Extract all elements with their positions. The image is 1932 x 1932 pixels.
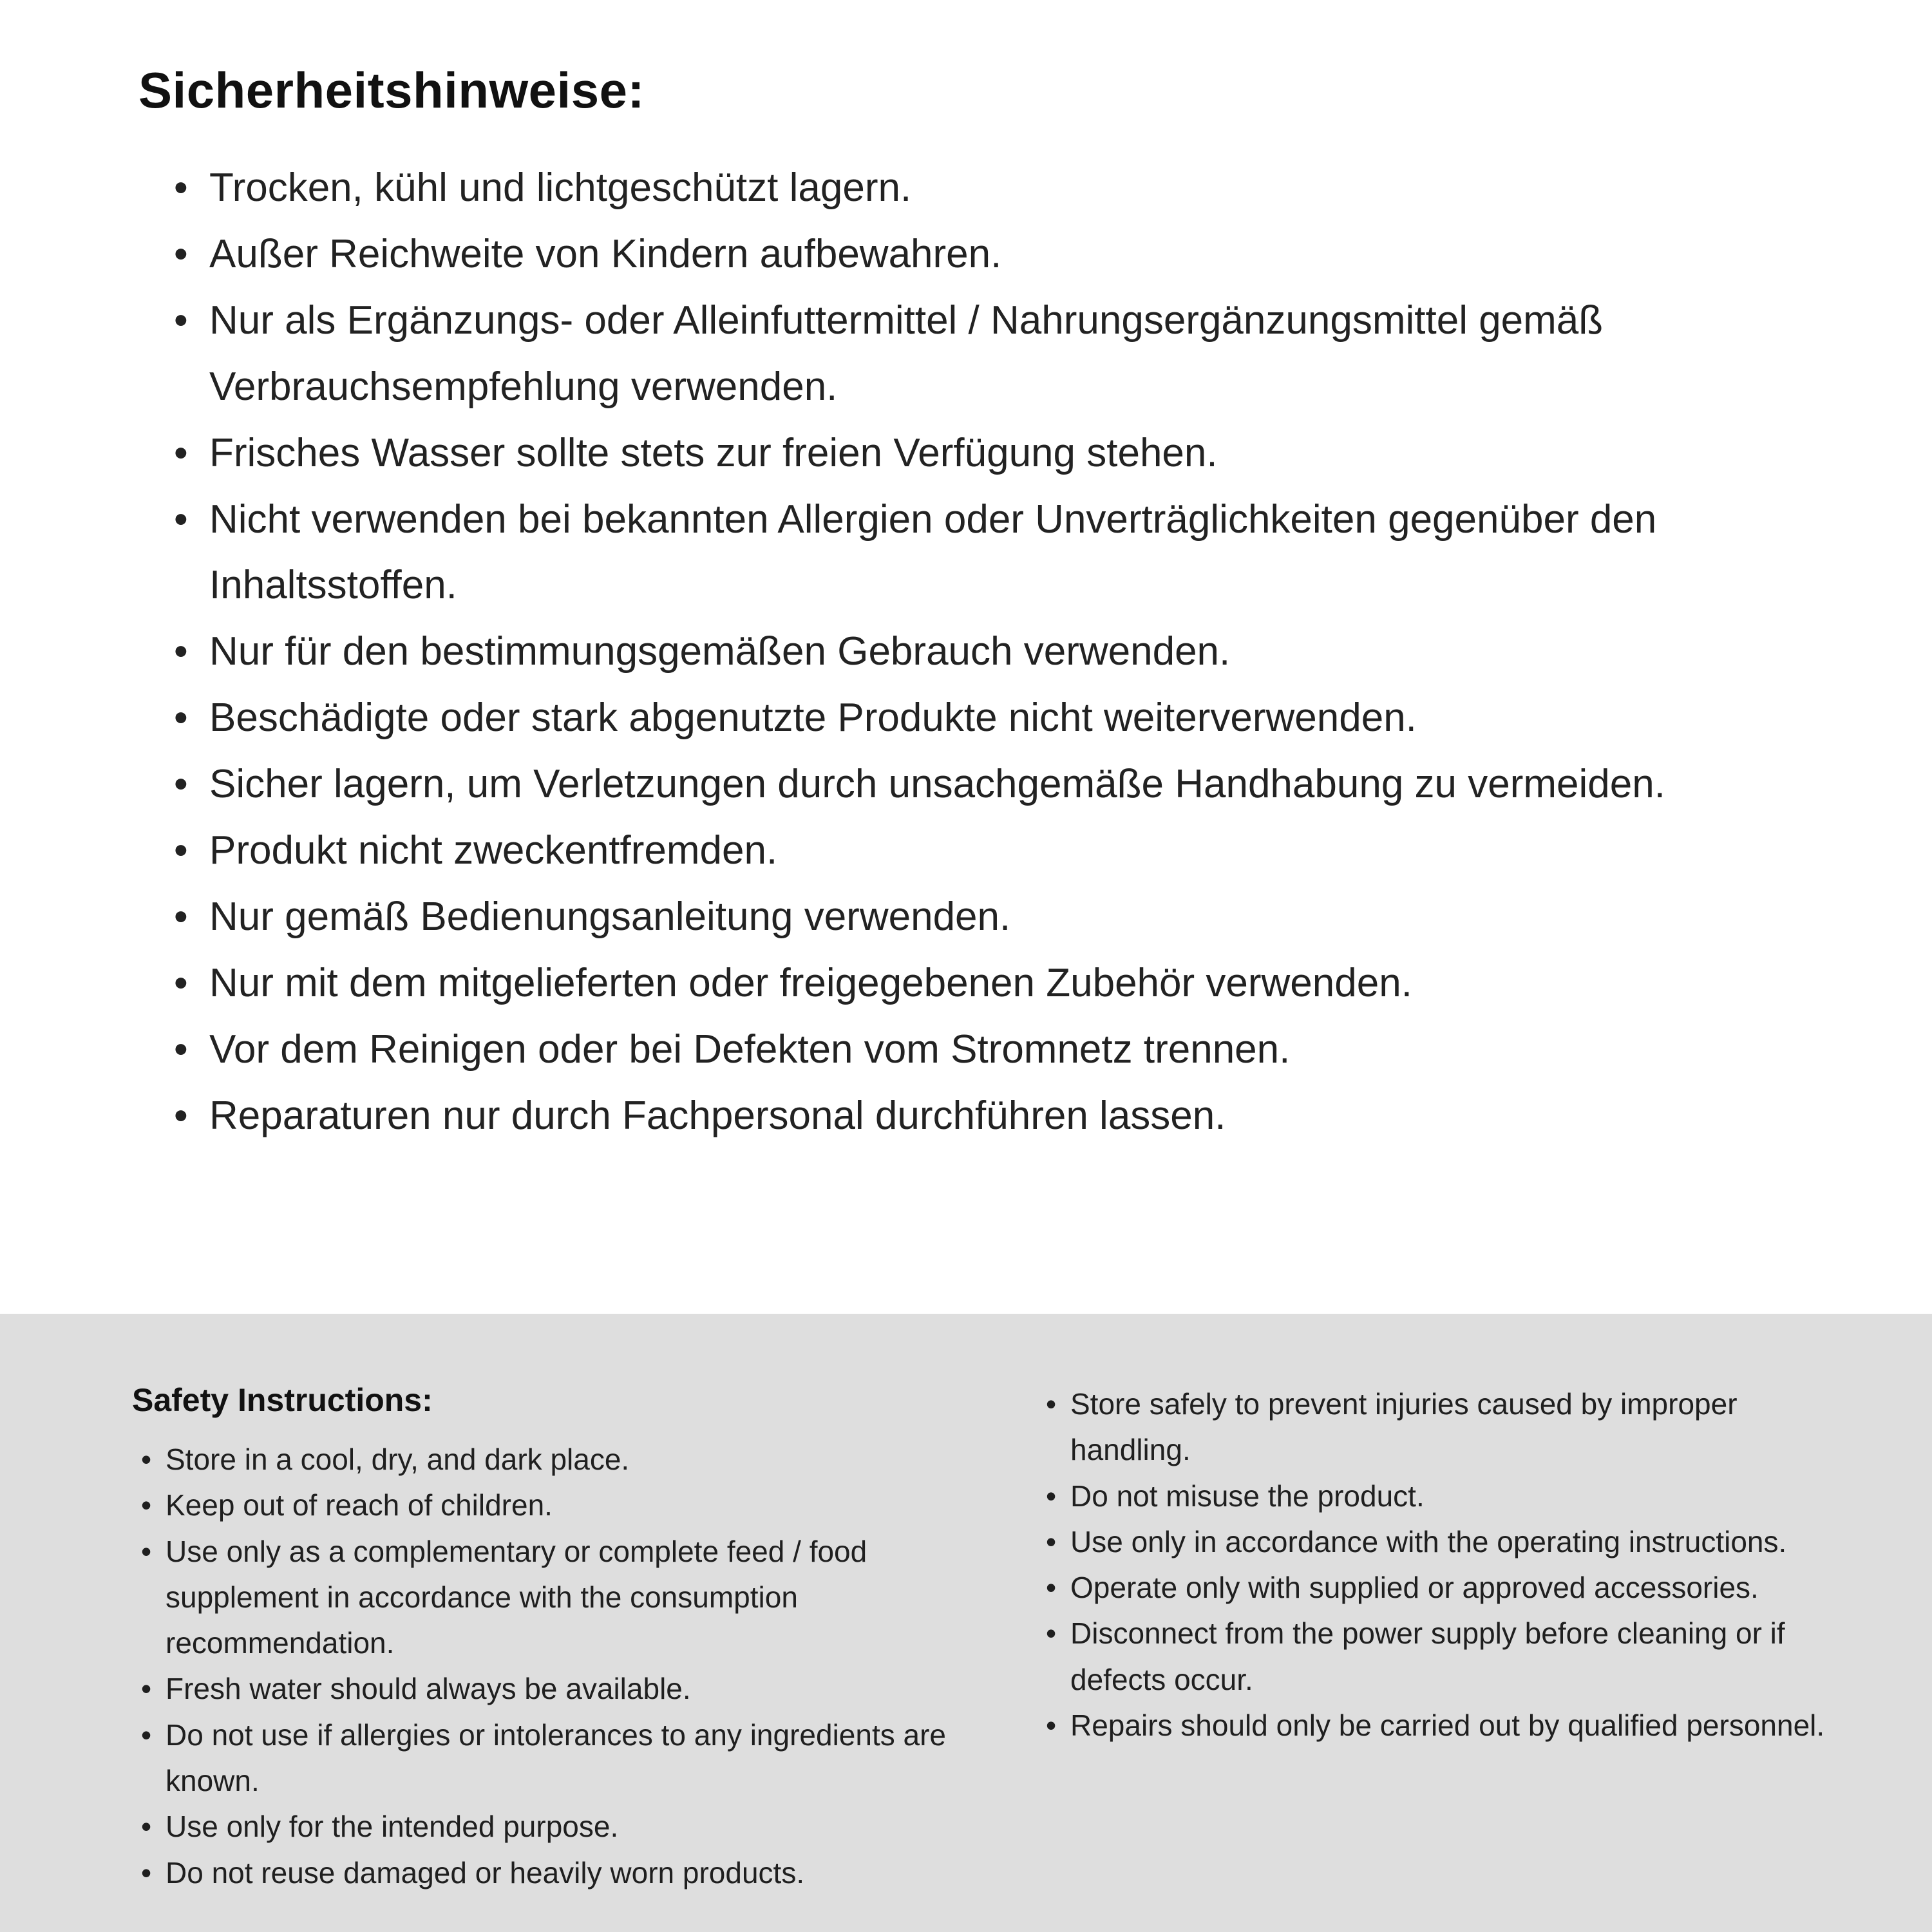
list-item: • Nur als Ergänzungs- oder Alleinfuttermittel / Nahrungsergänzungsmittel gemäß Verbrauchsempfehlung verwenden. (138, 288, 1787, 421)
german-section-title: Sicherheitshinweise: (138, 62, 645, 118)
list-item: • Use only for the intended purpose. (132, 1804, 998, 1850)
english-left-column (132, 1381, 998, 1896)
list-item: • Sicher lagern, um Verletzungen durch unsachgemäße Handhabung zu vermeiden. (138, 752, 1787, 818)
english-section-title: Safety Instructions: (132, 1382, 433, 1418)
list-item: • Vor dem Reinigen oder bei Defekten vom Stromnetz trennen. (138, 1017, 1787, 1083)
list-item: • Nur mit dem mitgelieferten oder freigegebenen Zubehör verwenden. (138, 951, 1787, 1017)
list-item: • Reparaturen nur durch Fachpersonal durchführen lassen. (138, 1083, 1787, 1150)
german-safety-list (138, 155, 1787, 1150)
list-item: • Use only as a complementary or complete feed / food supplement in accordance with the consumption recommendation. (132, 1529, 998, 1667)
safety-instructions-english-section (0, 1314, 1932, 1932)
english-safety-list-left (132, 1437, 998, 1896)
list-item: • Disconnect from the power supply before cleaning or if defects occur. (1037, 1611, 1835, 1703)
list-item: • Nur für den bestimmungsgemäßen Gebrauch verwenden. (138, 619, 1787, 685)
list-item: • Außer Reichweite von Kindern aufbewahren. (138, 222, 1787, 288)
english-right-column (998, 1381, 1835, 1748)
list-item: • Store in a cool, dry, and dark place. (132, 1437, 998, 1482)
list-item: • Operate only with supplied or approved accessories. (1037, 1565, 1835, 1611)
list-item: • Frisches Wasser sollte stets zur freien Verfügung stehen. (138, 421, 1787, 487)
list-item: • Keep out of reach of children. (132, 1482, 998, 1528)
list-item: • Beschädigte oder stark abgenutzte Produkte nicht weiterverwenden. (138, 685, 1787, 752)
list-item: • Produkt nicht zweckentfremden. (138, 818, 1787, 884)
list-item: • Repairs should only be carried out by qualified personnel. (1037, 1703, 1835, 1748)
english-safety-list-right (1037, 1381, 1835, 1748)
list-item: • Trocken, kühl und lichtgeschützt lagern. (138, 155, 1787, 222)
list-item: • Nicht verwenden bei bekannten Allergien oder Unverträglichkeiten gegenüber den Inhaltsstoffen. (138, 487, 1787, 620)
list-item: • Do not reuse damaged or heavily worn products. (132, 1850, 998, 1896)
list-item: • Use only in accordance with the operating instructions. (1037, 1519, 1835, 1565)
list-item: • Store safely to prevent injuries caused by improper handling. (1037, 1381, 1835, 1473)
list-item: • Do not use if allergies or intolerances to any ingredients are known. (132, 1712, 998, 1804)
list-item: • Fresh water should always be available. (132, 1666, 998, 1712)
list-item: • Nur gemäß Bedienungsanleitung verwenden. (138, 884, 1787, 951)
list-item: • Do not misuse the product. (1037, 1473, 1835, 1519)
